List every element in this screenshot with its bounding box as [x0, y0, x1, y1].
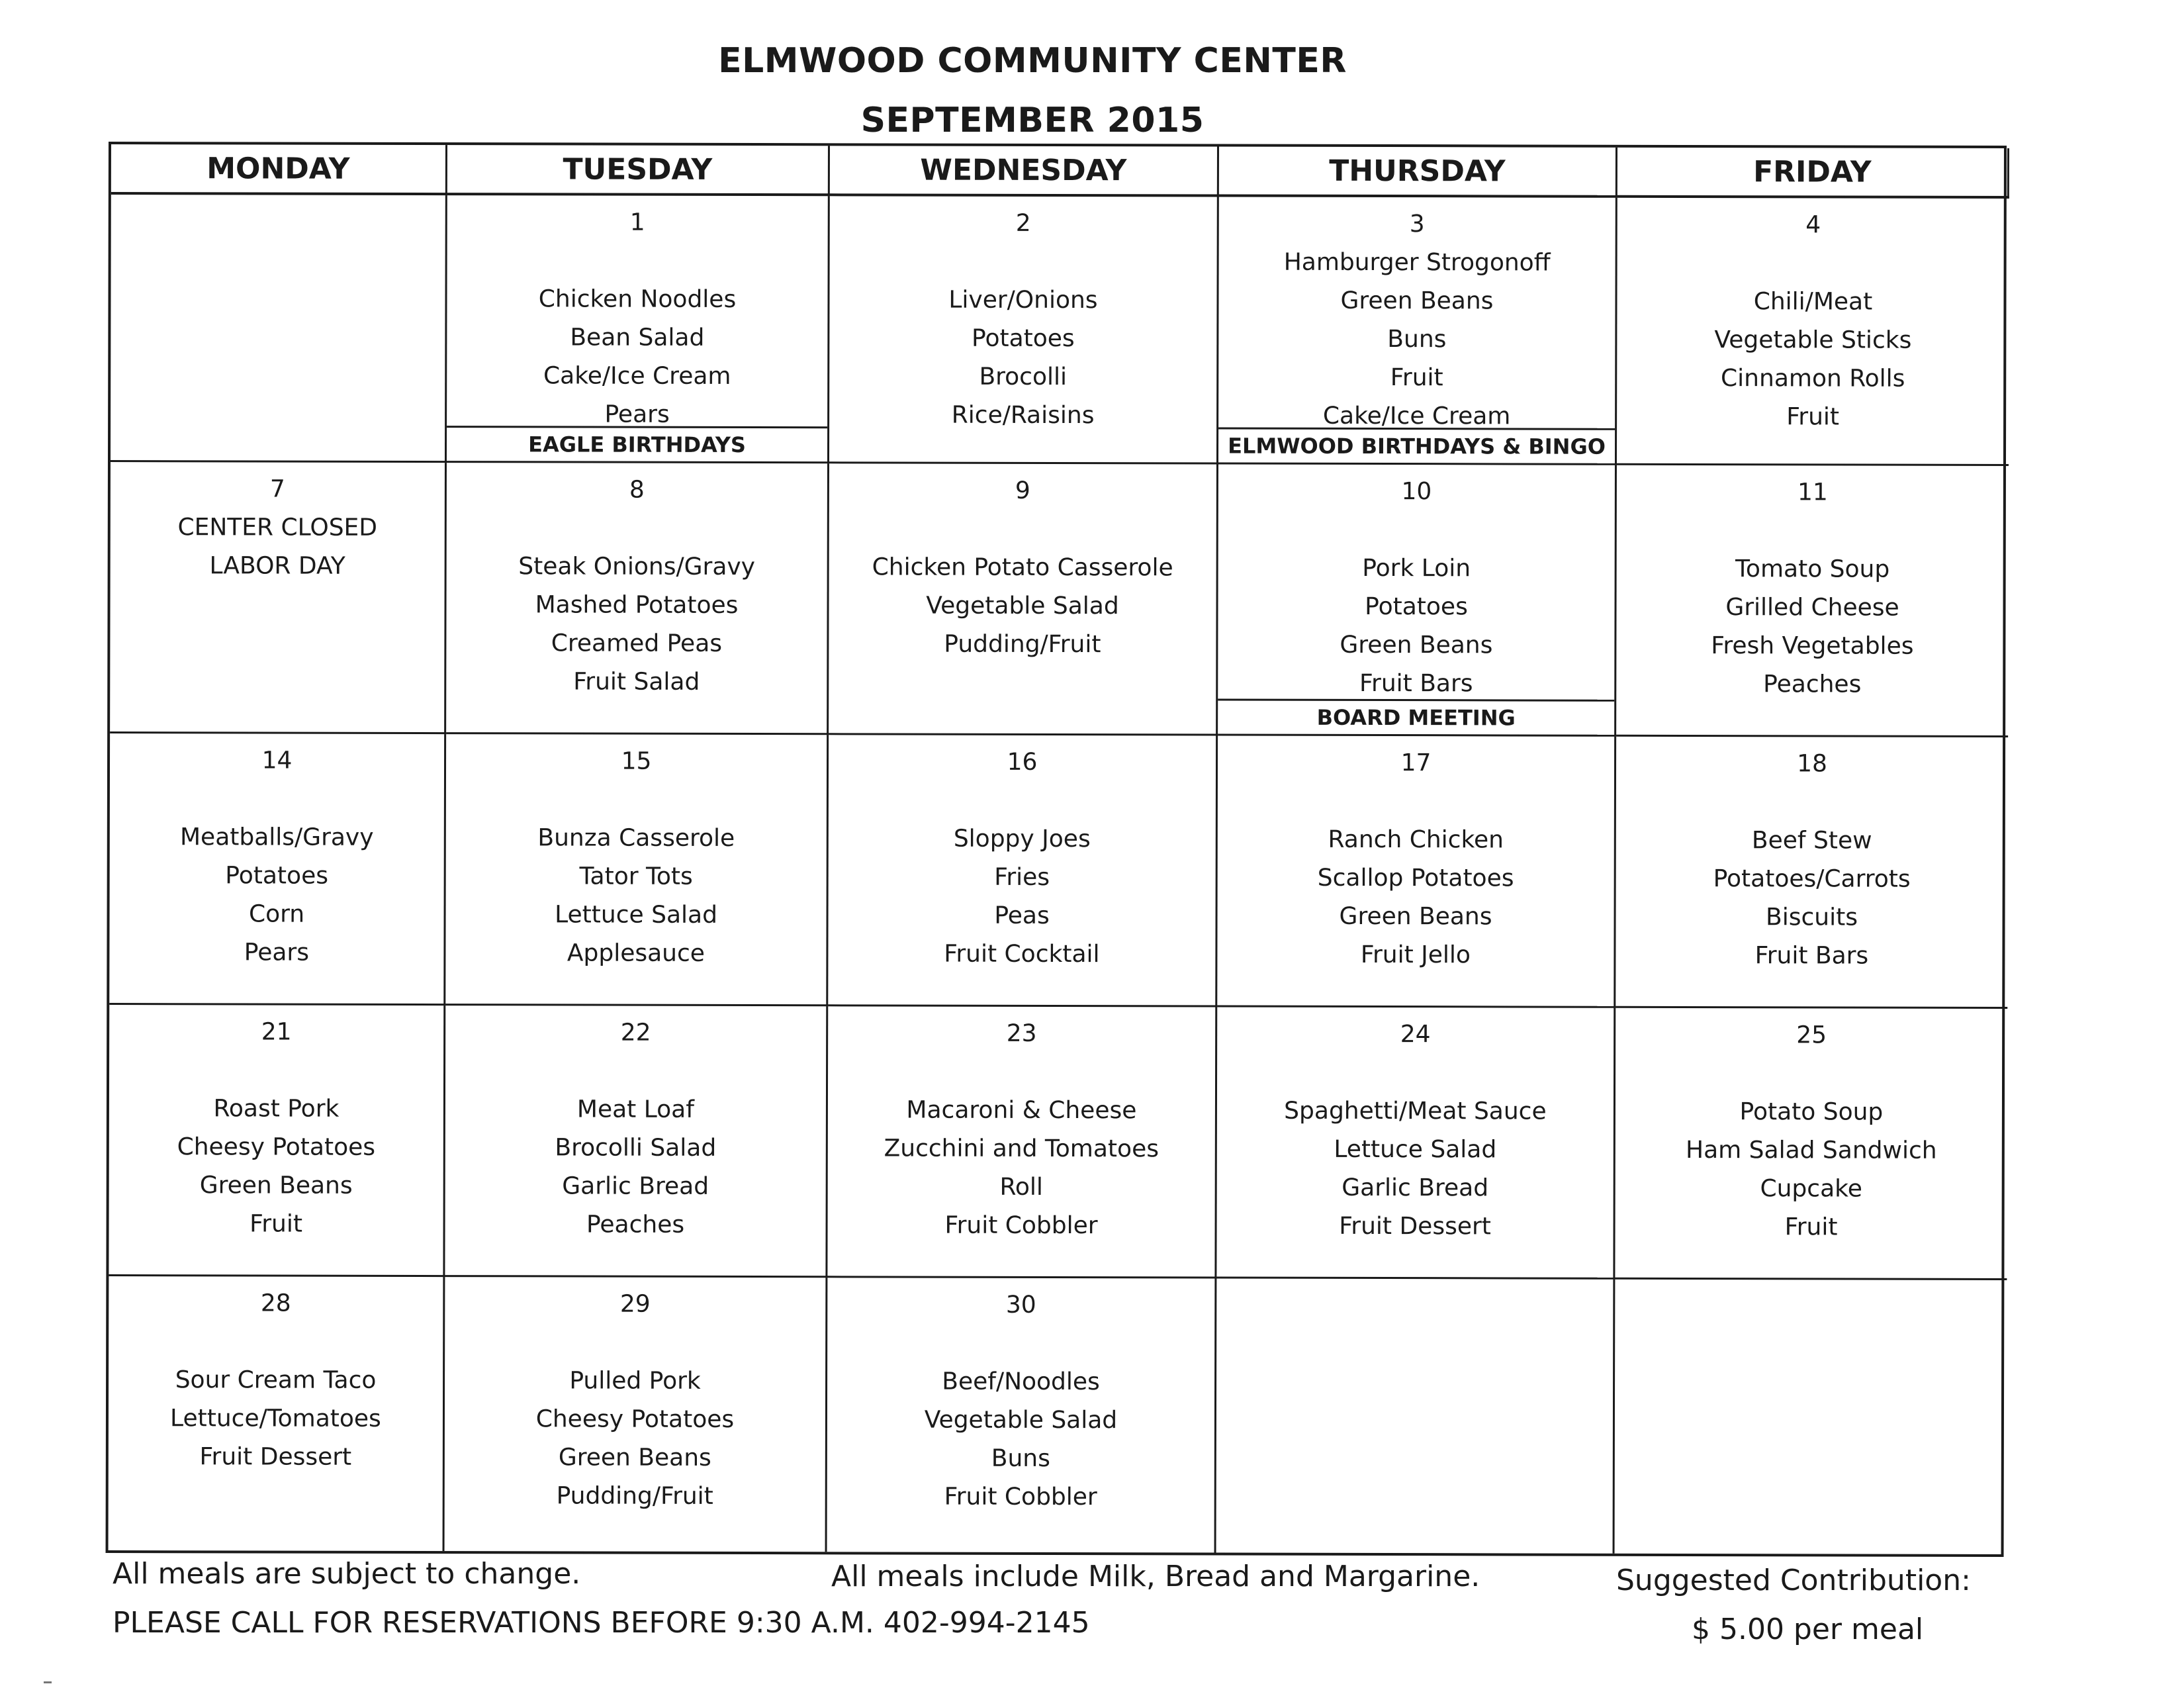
meal-item: Hamburger Strogonoff	[1283, 248, 1551, 277]
meal-item: Garlic Bread	[562, 1172, 709, 1200]
meal-list	[111, 508, 445, 586]
meal-item: Fruit Dessert	[199, 1443, 352, 1471]
calendar-day-cell	[827, 1278, 1217, 1552]
meal-item: Fruit Dessert	[1339, 1212, 1491, 1241]
meal-item: Pears	[604, 400, 670, 428]
month-title: SEPTEMBER 2015	[860, 101, 1205, 140]
meal-item: Green Beans	[1340, 631, 1493, 659]
calendar-day-cell	[1615, 1280, 2007, 1554]
meal-item: LABOR DAY	[209, 552, 345, 580]
calendar-day-cell	[1216, 1008, 1615, 1280]
meal-item: Green Beans	[199, 1172, 353, 1199]
meal-item: Creamed Peas	[551, 630, 723, 657]
meal-item: Chili/Meat	[1753, 288, 1873, 316]
meal-item: Beef Stew	[1751, 827, 1872, 855]
meal-list	[827, 1362, 1214, 1517]
day-number: 18	[1797, 750, 1827, 778]
day-number: 23	[1006, 1019, 1037, 1047]
day-number: 16	[1007, 748, 1038, 776]
meal-item: Cheesy Potatoes	[535, 1405, 735, 1433]
calendar-day-cell	[110, 462, 447, 734]
meal-item: Fruit Bars	[1359, 669, 1473, 698]
meal-list	[445, 1362, 825, 1516]
meal-item: Lettuce Salad	[1334, 1135, 1497, 1164]
meal-item: Buns	[1387, 326, 1447, 353]
meal-list	[1615, 1093, 2007, 1247]
meal-item: Fruit Jello	[1360, 941, 1471, 969]
meal-item: Sloppy Joes	[953, 825, 1091, 853]
day-number: 22	[620, 1019, 651, 1047]
meal-list	[829, 548, 1216, 664]
meal-item: Bean Salad	[570, 324, 705, 352]
calendar-day-cell	[109, 1005, 445, 1277]
reservation-note: PLEASE CALL FOR RESERVATIONS BEFORE 9:30 A.M. 402-994-2145	[113, 1606, 1090, 1640]
day-number: 4	[1805, 211, 1821, 239]
meal-item: Fruit Bars	[1754, 942, 1869, 970]
calendar-day-cell	[447, 195, 830, 463]
meal-item: Peas	[994, 902, 1050, 929]
meal-list	[1217, 821, 1614, 975]
meal-item: Chicken Noodles	[538, 285, 737, 313]
meal-item: Applesauce	[567, 939, 705, 967]
day-number: 11	[1797, 479, 1828, 506]
day-number: 2	[1015, 209, 1031, 237]
meal-item: Ranch Chicken	[1328, 825, 1504, 854]
meal-item: Fruit	[1784, 1213, 1838, 1241]
page-title: ELMWOOD COMMUNITY CENTER	[718, 41, 1347, 81]
meal-item: Corn	[248, 900, 305, 928]
meal-item: Vegetable Sticks	[1714, 326, 1912, 354]
meal-item: Buns	[991, 1444, 1050, 1472]
contribution-value: $ 5.00 per meal	[1692, 1613, 1924, 1646]
calendar-day-cell	[109, 1276, 445, 1551]
day-header-friday: FRIDAY	[1617, 148, 2009, 199]
day-number: 28	[260, 1289, 291, 1317]
calendar-day-cell	[1216, 1279, 1615, 1554]
meal-item: Peaches	[586, 1211, 685, 1239]
calendar-day-cell	[445, 734, 829, 1006]
meal-item: Vegetable Salad	[924, 1406, 1118, 1434]
meal-item: Rice/Raisins	[951, 401, 1095, 430]
meal-item: Green Beans	[1339, 902, 1492, 931]
meal-item: Mashed Potatoes	[535, 591, 739, 619]
meal-item: Garlic Bread	[1342, 1174, 1489, 1202]
calendar-day-cell	[109, 733, 446, 1006]
day-number: 24	[1400, 1021, 1431, 1049]
meal-item: Fries	[994, 863, 1050, 891]
calendar-day-cell	[827, 1006, 1217, 1278]
meal-item: Zucchini and Tomatoes	[884, 1135, 1160, 1163]
meal-item: Potato Soup	[1739, 1098, 1884, 1126]
meal-item: Macaroni & Cheese	[906, 1096, 1137, 1125]
meal-item: Meatballs/Gravy	[179, 823, 374, 851]
meal-item: Cupcake	[1760, 1175, 1862, 1203]
meal-item: Potatoes	[1365, 592, 1468, 621]
event-banner: ELMWOOD BIRTHDAYS & BINGO	[1218, 428, 1615, 463]
meal-list	[1616, 550, 2008, 704]
day-number: 1	[629, 209, 645, 236]
meal-list	[829, 281, 1216, 435]
day-number: 30	[1005, 1291, 1036, 1319]
meal-item: Cheesy Potatoes	[177, 1133, 376, 1161]
calendar-day-cell	[828, 735, 1218, 1007]
day-header-wednesday: WEDNESDAY	[830, 146, 1219, 197]
calendar-day-cell	[1218, 465, 1617, 737]
meal-item: Roll	[999, 1173, 1043, 1201]
meal-item: Chicken Potato Casserole	[872, 553, 1173, 582]
meal-item: Scallop Potatoes	[1317, 864, 1514, 892]
calendar-day-cell	[445, 1277, 828, 1552]
meal-list	[828, 820, 1215, 974]
meal-list	[1218, 244, 1615, 436]
includes-note: All meals include Milk, Bread and Margarine.	[831, 1560, 1480, 1593]
meal-item: Cake/Ice Cream	[543, 362, 731, 390]
meal-list	[446, 547, 827, 702]
meal-item: Cake/Ice Cream	[1322, 402, 1511, 430]
meal-item: Pudding/Fruit	[944, 630, 1101, 659]
calendar-day-cell	[1615, 737, 2008, 1009]
meal-list	[1217, 1092, 1614, 1246]
day-number: 3	[1409, 211, 1425, 238]
meal-item: Fresh Vegetables	[1711, 632, 1914, 660]
day-header-thursday: THURSDAY	[1219, 147, 1617, 198]
meal-item: Grilled Cheese	[1725, 594, 1899, 622]
calendar-day-cell	[1218, 197, 1617, 465]
day-number: 7	[269, 475, 285, 503]
calendar-day-cell	[1615, 1008, 2007, 1280]
meal-item: Fruit	[1390, 364, 1443, 392]
meal-list	[1617, 283, 2009, 437]
meal-item: Roast Pork	[213, 1095, 340, 1123]
day-number: 21	[261, 1018, 292, 1046]
calendar-day-cell	[829, 463, 1218, 735]
meal-item: Potatoes	[225, 862, 329, 890]
meal-list	[109, 1361, 443, 1477]
meal-item: Vegetable Salad	[926, 592, 1119, 620]
meal-item: Fruit Cocktail	[944, 940, 1100, 968]
meal-item: Lettuce Salad	[555, 901, 718, 929]
meal-item: Fruit	[250, 1210, 303, 1238]
day-number: 10	[1401, 478, 1432, 506]
menu-calendar	[106, 142, 2007, 1557]
calendar-day-cell	[445, 1006, 828, 1278]
meal-item: Green Beans	[1340, 287, 1494, 315]
meal-item: Pears	[244, 939, 310, 966]
calendar-day-cell	[1217, 736, 1616, 1008]
day-number: 29	[619, 1290, 651, 1318]
meal-item: Pudding/Fruit	[556, 1482, 713, 1510]
day-header-monday: MONDAY	[111, 144, 447, 195]
meal-item: Tator Tots	[579, 863, 693, 890]
meal-item: Ham Salad Sandwich	[1685, 1136, 1937, 1164]
meal-list	[447, 280, 827, 434]
meal-item: Brocolli	[979, 363, 1068, 391]
meal-item: Fruit Cobbler	[944, 1211, 1098, 1240]
meal-item: Brocolli Salad	[555, 1134, 717, 1162]
meal-item: CENTER CLOSED	[177, 514, 378, 541]
day-number: 15	[621, 747, 652, 775]
day-number: 14	[261, 747, 293, 774]
meal-item: Bunza Casserole	[537, 824, 735, 852]
meal-list	[1615, 821, 2007, 976]
event-banner: EAGLE BIRTHDAYS	[447, 426, 827, 461]
meal-list	[1218, 549, 1614, 704]
calendar-day-cell	[1616, 465, 2009, 737]
meal-item: Peaches	[1763, 671, 1862, 698]
meal-item: Potatoes/Carrots	[1713, 865, 1911, 893]
meal-item: Cinnamon Rolls	[1721, 365, 1905, 393]
meal-list	[445, 1090, 826, 1244]
meal-list	[445, 819, 826, 973]
day-number: 8	[629, 476, 645, 504]
day-number: 17	[1400, 749, 1432, 777]
meal-list	[109, 1090, 443, 1244]
meal-item: Fruit	[1786, 403, 1840, 431]
meal-item: Biscuits	[1766, 904, 1858, 931]
day-number	[1216, 1287, 1613, 1288]
meal-item: Pork Loin	[1362, 554, 1471, 583]
calendar-day-cell	[446, 463, 829, 735]
day-number: 9	[1015, 477, 1030, 504]
calendar-day-cell	[1617, 198, 2009, 466]
calendar-day-cell	[829, 196, 1219, 464]
meal-list	[828, 1091, 1215, 1245]
meal-item: Tomato Soup	[1735, 555, 1890, 583]
meal-item: Steak Onions/Gravy	[518, 553, 756, 581]
meal-list	[109, 818, 443, 972]
event-banner: BOARD MEETING	[1218, 699, 1614, 735]
meal-item: Potatoes	[971, 324, 1075, 353]
meal-item: Fruit Salad	[573, 668, 700, 696]
contribution-label: Suggested Contribution:	[1616, 1564, 1971, 1597]
change-note: All meals are subject to change.	[113, 1557, 581, 1591]
meal-item: Lettuce/Tomatoes	[170, 1405, 381, 1432]
day-header-tuesday: TUESDAY	[447, 145, 830, 196]
meal-item: Pulled Pork	[569, 1367, 701, 1395]
meal-item: Meat Loaf	[576, 1096, 694, 1123]
meal-item: Beef/Noodles	[942, 1368, 1100, 1396]
scan-speck	[44, 1681, 52, 1683]
meal-item: Green Beans	[558, 1444, 711, 1472]
meal-item: Spaghetti/Meat Sauce	[1284, 1097, 1547, 1125]
meal-item: Fruit Cobbler	[944, 1483, 1097, 1511]
calendar-day-cell	[111, 195, 447, 463]
meal-item: Sour Cream Taco	[175, 1366, 377, 1394]
day-number: 25	[1796, 1021, 1827, 1049]
meal-item: Liver/Onions	[948, 286, 1098, 314]
